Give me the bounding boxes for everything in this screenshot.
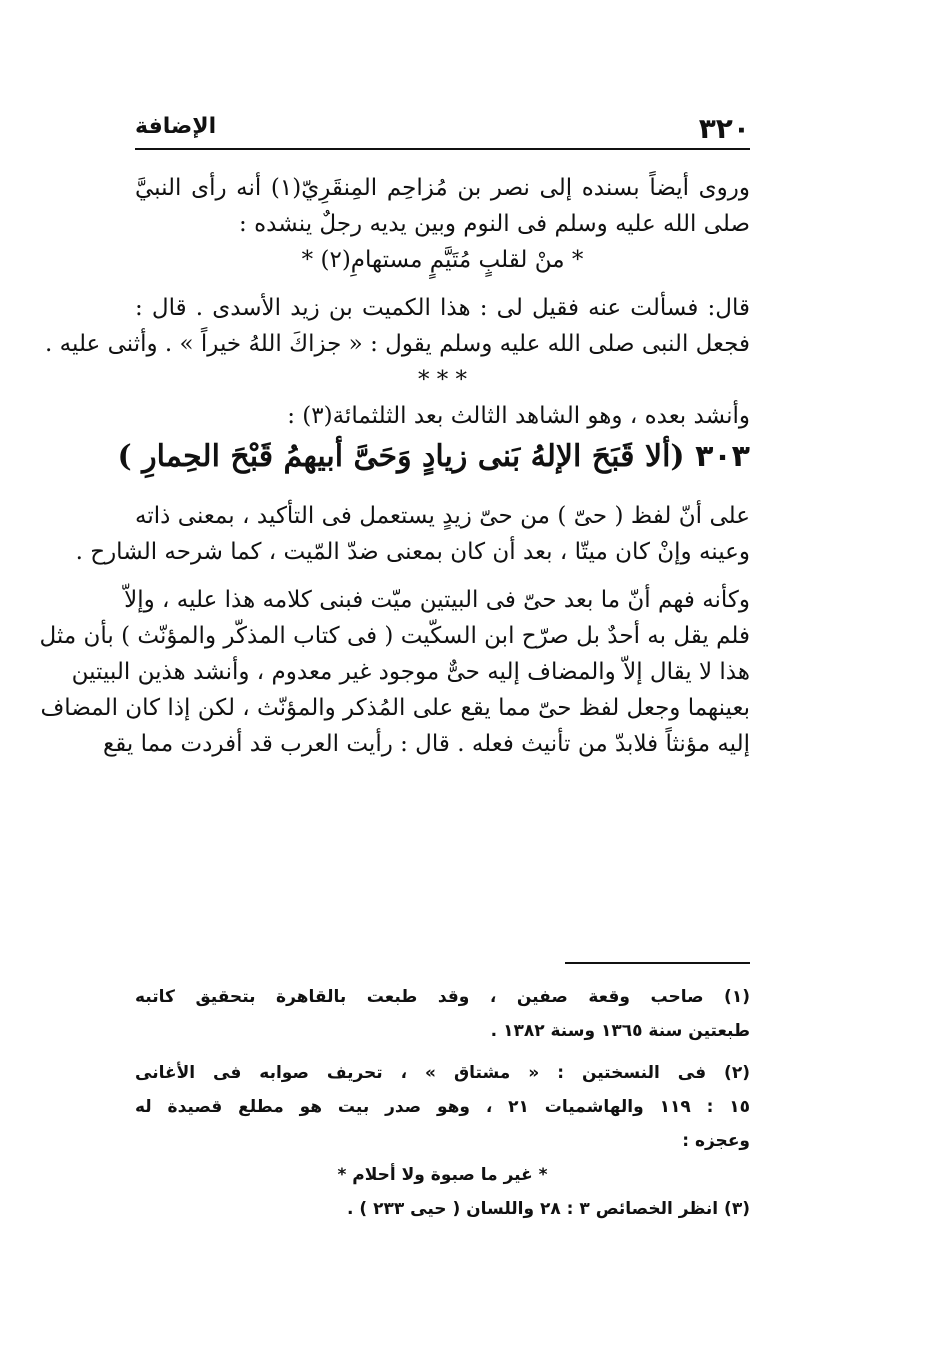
text-line: إليه مؤنثاً فلابدّ من تأنيث فعله . قال : رأيت العرب قد أفردت مما يقع (103, 731, 750, 757)
text-line: هذا لا يقال إلاّ والمضاف إليه حىٌّ موجود غير معدوم ، وأنشد هذين البيتين (71, 659, 750, 685)
text-line: وأنشد بعده ، وهو الشاهد الثالث بعد الثلثمائة(٣) : (287, 403, 750, 429)
footnote-line: (٢) فى النسختين : « مشتاق » ، تحريف صوابه فى الأغانى (135, 1063, 750, 1083)
verse-text: (ألا قَبَحَ الإلهُ بَنى زيادٍ وَحَىَّ أبيهمُ قَبْحَ الحِمارِ ) (117, 439, 685, 474)
text-line: فلم يقل به أحدٌ بل صرّح ابن السكّيت ( فى كتاب المذكّر والمؤنّث ) بأن مثل (39, 623, 750, 649)
footnote-line: (١) صاحب وقعة صفين ، وقد طبعت بالقاهرة بتحقيق كاتبه (135, 987, 750, 1007)
footnote-hemistich: * غير ما صبوة ولا أحلام * (337, 1165, 548, 1185)
main-text (39, 170, 751, 762)
verse-number: ٣٠٣ (695, 439, 750, 474)
page-header (135, 108, 750, 150)
text-line: فجعل النبى صلى الله عليه وسلم يقول : « جزاكَ اللهُ خيراً » . وأثنى عليه . (45, 331, 750, 357)
footnote-line: طبعتين سنة ١٣٦٥ وسنة ١٣٨٢ . (490, 1021, 750, 1041)
footnotes (135, 980, 750, 1226)
footnote-line: (٣) انظر الخصائص ٣ : ٢٨ واللسان ( حيى ٢٣٣ ) . (347, 1199, 750, 1219)
page-number: ٣٢٠ (698, 112, 750, 145)
footnote-line: ١٥ : ١١٩ والهاشميات ٢١ ، وهو صدر بيت هو مطلع قصيدة له (135, 1097, 751, 1117)
running-title: الإضافة (135, 114, 217, 139)
verse-line (117, 434, 750, 480)
text-line: وكأنه فهم أنّ ما بعد حىّ فى البيتين ميّت فبنى كلامه هذا عليه ، وإلاّ (124, 587, 750, 613)
text-line: صلى الله عليه وسلم فى النوم وبين يديه رجلٌ ينشده : (239, 211, 750, 237)
footnote-line: وعجزه : (682, 1131, 750, 1151)
section-separator: * * * (417, 367, 468, 393)
text-line: قال: فسألت عنه فقيل لى : هذا الكميت بن زيد الأسدى . قال : (135, 295, 750, 321)
text-line: وروى أيضاً بسنده إلى نصر بن مُزاحِم المِنقَرِيّ(١) أنه رأى النبيَّ (135, 175, 751, 201)
text-line: بعينهما وجعل لفظ حىّ مما يقع على المُذكر والمؤنّث ، لكن إذا كان المضاف (40, 695, 750, 721)
text-line: على أنّ لفظ ( حىّ ) من حىّ زيدٍ يستعمل فى التأكيد ، بمعنى ذاته (135, 503, 750, 529)
text-line: وعينه وإنْ كان ميتّا ، بعد أن كان بمعنى ضدّ المّيت ، كما شرحه الشارح . (75, 539, 750, 565)
footnote-separator (565, 962, 750, 964)
quoted-hemistich: * منْ لقلبٍ مُتَيَّمٍ مستهامِ(٢) * (301, 247, 584, 273)
